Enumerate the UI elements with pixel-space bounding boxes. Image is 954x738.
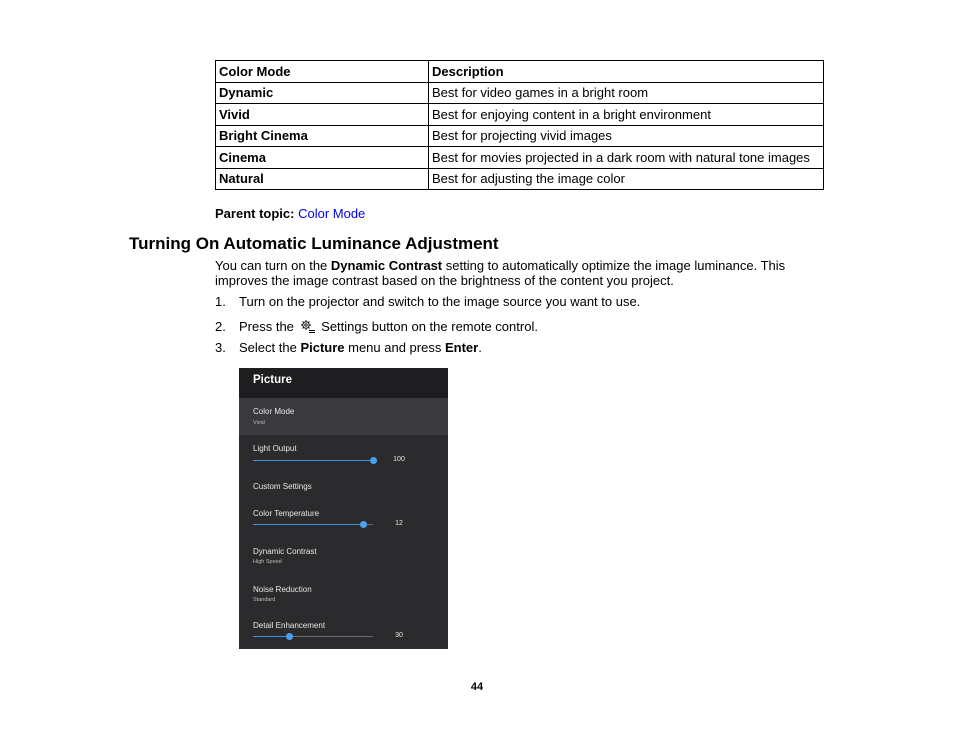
picture-menu-screenshot	[239, 368, 448, 649]
table-cell-mode: Bright Cinema	[216, 125, 429, 147]
slider-knob[interactable]	[360, 521, 367, 528]
table-cell-mode: Natural	[216, 168, 429, 190]
table-header-row	[216, 61, 824, 83]
slider-knob[interactable]	[286, 633, 293, 640]
step-text-mid: menu and press	[344, 340, 445, 355]
step-text-pre: Press the	[239, 319, 298, 334]
slider-fill	[253, 524, 363, 525]
light-output-slider[interactable]	[253, 460, 373, 461]
table-row	[216, 82, 824, 104]
step-text-pre: Select the	[239, 340, 301, 355]
table-cell-mode: Vivid	[216, 104, 429, 126]
step-number: 2.	[215, 319, 226, 334]
menu-item-label: Color Temperature	[253, 509, 320, 518]
step-number: 3.	[215, 340, 226, 355]
slider-value: 100	[393, 456, 405, 463]
menu-item-color-mode[interactable]	[239, 398, 448, 435]
menu-item-custom-settings[interactable]	[239, 473, 448, 501]
step-text	[239, 319, 538, 337]
table-cell-description: Best for adjusting the image color	[429, 168, 824, 190]
menu-item-noise-reduction[interactable]	[239, 577, 448, 614]
table-header-color-mode: Color Mode	[216, 61, 429, 83]
table-cell-mode: Cinema	[216, 147, 429, 169]
table-row	[216, 168, 824, 190]
parent-topic-label: Parent topic:	[215, 206, 295, 221]
color-mode-table	[215, 60, 824, 190]
table-row	[216, 125, 824, 147]
menu-item-label: Color Mode	[253, 407, 295, 416]
slider-value: 30	[395, 632, 403, 639]
intro-text-after: setting to automatically optimize the image luminance. This improves the image contrast based on the brightness of the content you project.	[215, 258, 786, 288]
menu-header	[239, 368, 448, 398]
settings-gear-icon	[300, 319, 316, 337]
table-row	[216, 104, 824, 126]
menu-item-value: Vivid	[253, 420, 265, 426]
menu-item-value: Standard	[253, 597, 276, 603]
menu-title: Picture	[253, 374, 292, 386]
menu-item-dynamic-contrast[interactable]	[239, 539, 448, 577]
slider-knob[interactable]	[370, 457, 377, 464]
slider-value: 12	[395, 520, 403, 527]
section-title: Turning On Automatic Luminance Adjustment	[129, 234, 499, 253]
intro-text-before: You can turn on the	[215, 258, 331, 273]
menu-item-label: Detail Enhancement	[253, 621, 326, 630]
menu-item-value: High Speed	[253, 559, 282, 565]
menu-item-label: Noise Reduction	[253, 585, 312, 594]
menu-item-detail-enhancement[interactable]	[239, 614, 448, 649]
table-cell-description: Best for enjoying content in a bright environment	[429, 104, 824, 126]
page-number: 44	[470, 681, 484, 693]
menu-item-label: Custom Settings	[253, 482, 312, 491]
menu-item-label: Light Output	[253, 444, 297, 453]
intro-bold-term: Dynamic Contrast	[330, 258, 443, 273]
slider-fill	[253, 636, 289, 637]
menu-item-light-output[interactable]	[239, 435, 448, 473]
step-bold-enter: Enter	[444, 340, 479, 355]
step-text-post: .	[478, 340, 482, 355]
step-number: 1.	[215, 294, 226, 309]
intro-paragraph	[215, 259, 815, 288]
table-cell-description: Best for projecting vivid images	[429, 125, 824, 147]
step-text-post: Settings button on the remote control.	[317, 319, 538, 334]
step-text	[239, 340, 482, 355]
table-cell-mode: Dynamic	[216, 82, 429, 104]
menu-item-label: Dynamic Contrast	[253, 547, 317, 556]
table-row	[216, 147, 824, 169]
step-text: Turn on the projector and switch to the image source you want to use.	[239, 294, 641, 309]
parent-topic-link[interactable]: Color Mode	[298, 206, 366, 221]
menu-item-color-temperature[interactable]	[239, 501, 448, 539]
step-bold-picture: Picture	[300, 340, 345, 355]
slider-fill	[253, 460, 373, 461]
table-cell-description: Best for video games in a bright room	[429, 82, 824, 104]
parent-topic	[215, 206, 365, 221]
table-cell-description: Best for movies projected in a dark room with natural tone images	[429, 147, 824, 169]
color-temperature-slider[interactable]	[253, 524, 373, 525]
table-header-description: Description	[429, 61, 824, 83]
detail-enhancement-slider[interactable]	[253, 636, 373, 637]
